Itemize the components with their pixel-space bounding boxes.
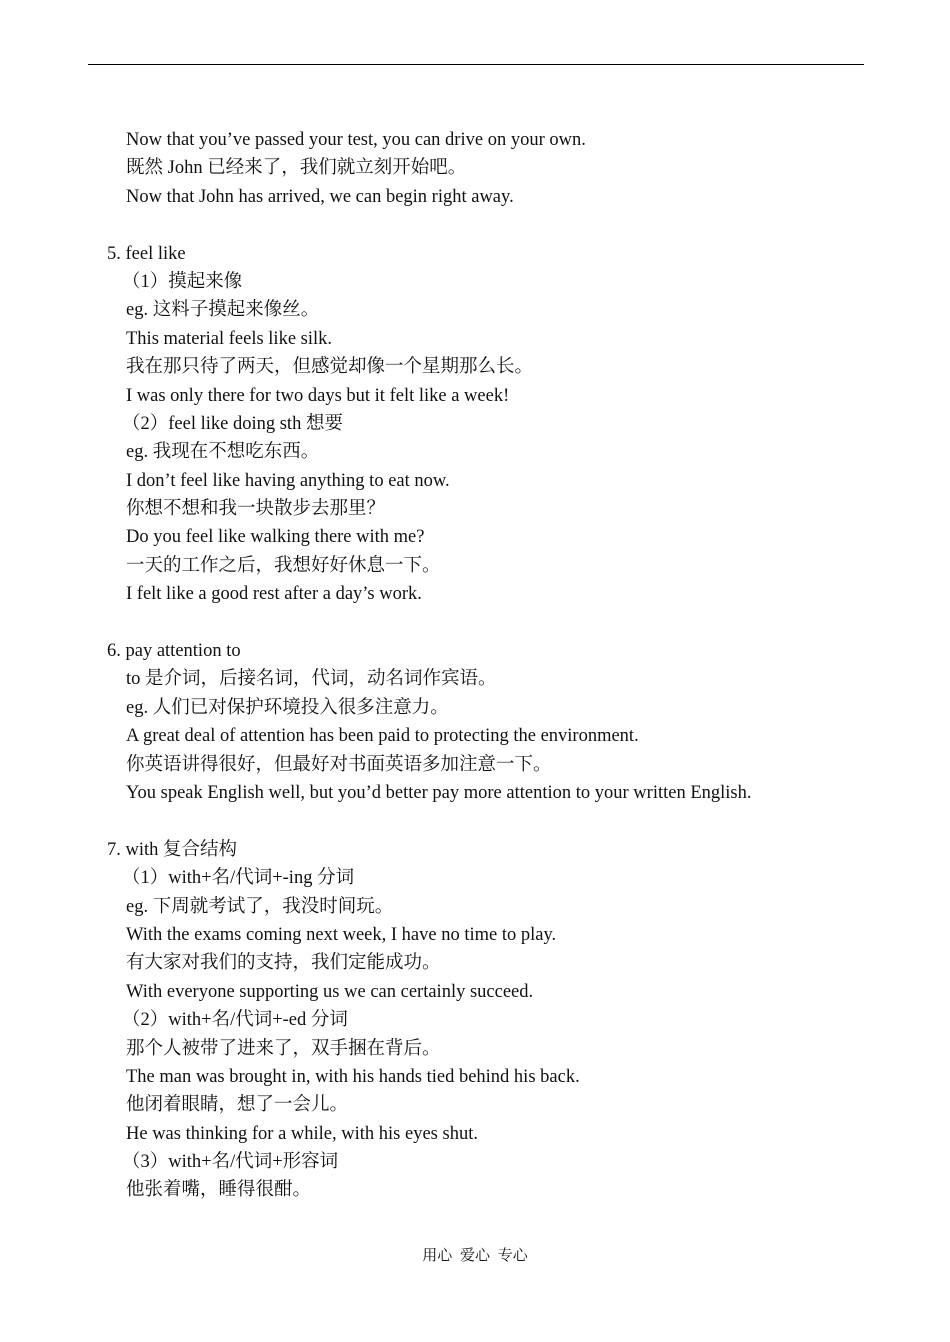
text-line: A great deal of attention has been paid to protecting the environment. — [126, 726, 639, 747]
subsection-heading — [0, 410, 950, 438]
subsection-heading — [0, 1148, 950, 1176]
text-line: Now that you’ve passed your test, you can drive on your own. — [126, 130, 586, 150]
text-line: 我在那只待了两天，但感觉却像一个星期那么长。 — [126, 357, 534, 378]
header-rule — [88, 64, 864, 65]
text-line: I don’t feel like having anything to eat now. — [126, 470, 450, 491]
blank-line — [0, 609, 950, 637]
text-line: eg. 人们已对保护环境投入很多注意力。 — [126, 697, 449, 718]
page-footer: 用心 爱心 专心 — [422, 1248, 528, 1264]
section-heading: 7. with 复合结构 — [107, 839, 238, 860]
text-line: 一天的工作之后，我想好好休息一下。 — [126, 555, 441, 576]
text-line: 既然 John 已经来了，我们就立刻开始吧。 — [126, 158, 467, 179]
text-line: Do you feel like walking there with me? — [126, 527, 425, 548]
blank-line — [0, 807, 950, 835]
subsection-heading-text: （2）with+名/代词+-ed 分词 — [122, 1010, 348, 1031]
subsection-heading-text: （1）摸起来像 — [122, 271, 243, 292]
section-heading: 5. feel like — [107, 243, 186, 264]
text-line: 他闭着眼睛，想了一会儿。 — [126, 1095, 349, 1116]
section-heading: 6. pay attention to — [107, 641, 241, 662]
text-line: eg. 下周就考试了，我没时间玩。 — [126, 896, 394, 917]
text-line: With the exams coming next week, I have no time to play. — [126, 924, 557, 945]
text-line: 他张着嘴，睡得很酣。 — [126, 1180, 312, 1201]
text-line: 你英语讲得很好，但最好对书面英语多加注意一下。 — [126, 754, 552, 775]
text-line: I felt like a good rest after a day’s work. — [126, 584, 422, 605]
subsection-heading — [0, 1006, 950, 1034]
text-line: I was only there for two days but it felt like a week! — [126, 385, 510, 406]
subsection-heading-text: （2）feel like doing sth 想要 — [122, 413, 343, 434]
subsection-heading — [0, 864, 950, 892]
text-line: 那个人被带了进来了，双手捆在背后。 — [126, 1038, 441, 1059]
text-line: eg. 这料子摸起来像丝。 — [126, 300, 320, 321]
text-line: The man was brought in, with his hands tied behind his back. — [126, 1066, 580, 1087]
text-line: 有大家对我们的支持，我们定能成功。 — [126, 953, 441, 974]
text-line: eg. 我现在不想吃东西。 — [126, 442, 320, 463]
subsection-heading — [0, 268, 950, 296]
text-line: With everyone supporting us we can certainly succeed. — [126, 981, 534, 1002]
text-line: Now that John has arrived, we can begin right away. — [126, 186, 514, 207]
blank-line — [0, 211, 950, 239]
text-line: This material feels like silk. — [126, 328, 333, 349]
text-line: 你想不想和我一块散步去那里？ — [126, 499, 386, 520]
subsection-heading-text: （1）with+名/代词+-ing 分词 — [122, 868, 355, 889]
text-line: to 是介词，后接名词，代词，动名词作宾语。 — [126, 669, 497, 690]
text-line: You speak English well, but you’d better pay more attention to your written English. — [126, 782, 752, 803]
text-line: He was thinking for a while, with his eyes shut. — [126, 1123, 478, 1144]
document-body — [0, 126, 950, 1205]
subsection-heading-text: （3）with+名/代词+形容词 — [122, 1152, 339, 1173]
